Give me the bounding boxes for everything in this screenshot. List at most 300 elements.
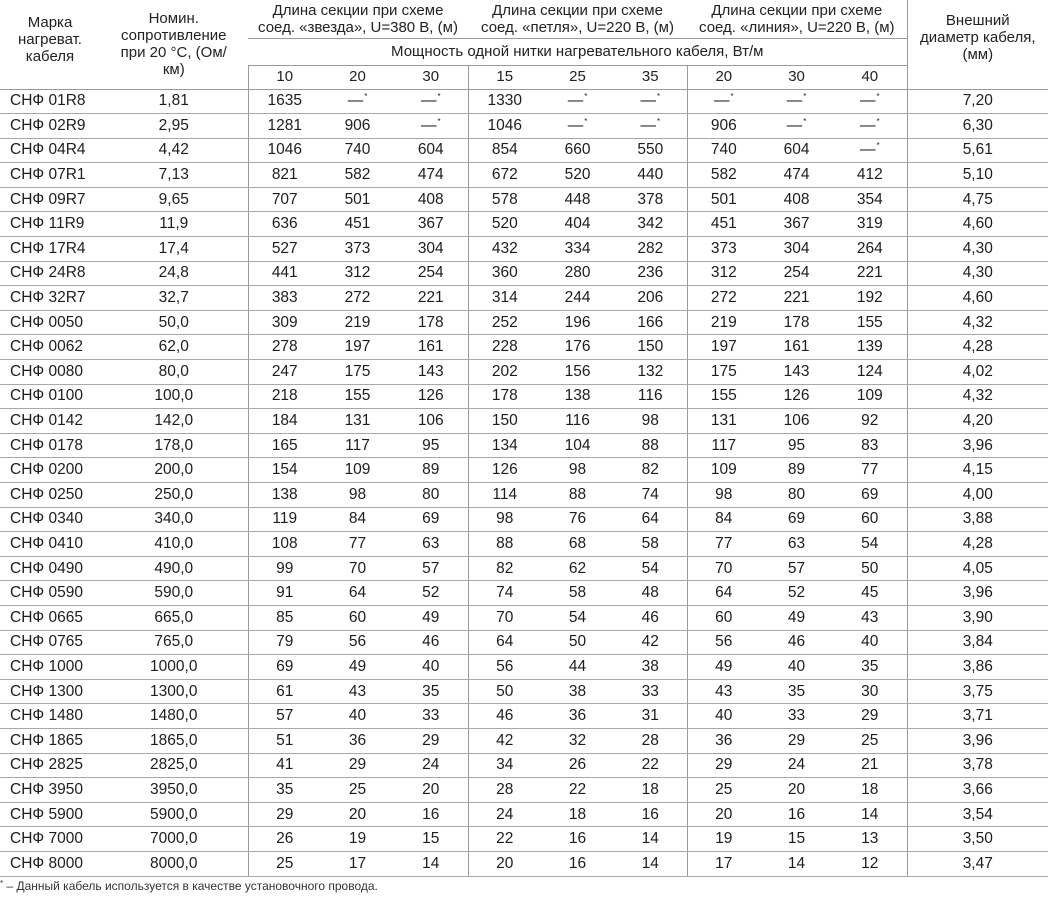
cell-section-length: 314 [468,286,541,311]
cell-section-length: 707 [248,187,321,212]
cell-cable-mark: СНФ 24R8 [0,261,100,286]
cell-section-length: 36 [541,704,614,729]
cell-section-length: 441 [248,261,321,286]
table-row [0,335,1048,360]
cell-section-length: 42 [614,630,687,655]
cell-section-length: 1330 [468,89,541,114]
cell-section-length: 40 [321,704,394,729]
cell-outer-diameter: 3,47 [907,851,1048,876]
cell-cable-mark: СНФ 1300 [0,679,100,704]
cell-section-length: 98 [541,458,614,483]
power-value: 20 [321,65,394,89]
cell-section-length: —* [833,114,907,139]
cell-section-length: 25 [687,778,760,803]
cell-section-length: 49 [394,605,468,630]
cell-section-length: 28 [614,728,687,753]
cell-section-length: 58 [541,581,614,606]
cell-section-length: 21 [833,753,907,778]
table-row [0,409,1048,434]
cell-section-length: 84 [687,507,760,532]
cell-resistance: 1300,0 [100,679,248,704]
cell-section-length: 69 [248,655,321,680]
cell-cable-mark: СНФ 0050 [0,310,100,335]
cell-section-length: 14 [833,802,907,827]
cell-section-length: 64 [614,507,687,532]
cell-section-length: 202 [468,360,541,385]
cell-section-length: 254 [760,261,833,286]
cell-section-length: 119 [248,507,321,532]
cell-section-length: 906 [687,114,760,139]
cell-section-length: 272 [687,286,760,311]
cell-section-length: 35 [394,679,468,704]
cell-section-length: 14 [394,851,468,876]
cell-section-length: —* [394,114,468,139]
cell-section-length: 26 [248,827,321,852]
cell-outer-diameter: 4,30 [907,237,1048,262]
cell-section-length: 54 [614,556,687,581]
cell-section-length: 15 [394,827,468,852]
cell-cable-mark: СНФ 0665 [0,605,100,630]
cell-section-length: 219 [321,310,394,335]
cell-section-length: 108 [248,532,321,557]
cell-section-length: 61 [248,679,321,704]
cell-section-length: 62 [541,556,614,581]
cell-section-length: 740 [321,138,394,163]
cell-section-length: 16 [541,851,614,876]
cell-resistance: 7,13 [100,163,248,188]
header-star-connection: Длина секции при схеме соед. «звезда», U=380 В, (м) [248,0,468,38]
table-row [0,433,1048,458]
cell-section-length: 52 [394,581,468,606]
cell-section-length: 19 [321,827,394,852]
power-value: 15 [468,65,541,89]
table-row [0,360,1048,385]
cell-outer-diameter: 4,32 [907,310,1048,335]
cell-outer-diameter: 4,30 [907,261,1048,286]
cell-section-length: 280 [541,261,614,286]
power-value: 35 [614,65,687,89]
table-row [0,605,1048,630]
cell-section-length: 109 [833,384,907,409]
cell-section-length: 354 [833,187,907,212]
cell-section-length: 474 [760,163,833,188]
cell-section-length: 50 [468,679,541,704]
cell-section-length: 501 [687,187,760,212]
cell-section-length: 116 [541,409,614,434]
cell-section-length: 360 [468,261,541,286]
power-value: 20 [687,65,760,89]
cell-resistance: 1000,0 [100,655,248,680]
cell-cable-mark: СНФ 09R7 [0,187,100,212]
cell-section-length: 54 [833,532,907,557]
cell-resistance: 100,0 [100,384,248,409]
cell-section-length: 304 [760,237,833,262]
cell-section-length: 98 [321,483,394,508]
cell-section-length: 126 [468,458,541,483]
cell-cable-mark: СНФ 01R8 [0,89,100,114]
power-value: 30 [394,65,468,89]
cell-section-length: 821 [248,163,321,188]
cell-section-length: 18 [833,778,907,803]
cell-section-length: 52 [760,581,833,606]
cell-section-length: 219 [687,310,760,335]
cell-section-length: 29 [760,728,833,753]
cell-section-length: 80 [394,483,468,508]
cell-section-length: 60 [833,507,907,532]
cell-section-length: 15 [760,827,833,852]
cell-section-length: 161 [394,335,468,360]
cell-section-length: 38 [541,679,614,704]
cell-section-length: 22 [614,753,687,778]
cell-cable-mark: СНФ 5900 [0,802,100,827]
cell-section-length: 34 [468,753,541,778]
cell-section-length: 77 [833,458,907,483]
cell-section-length: 50 [833,556,907,581]
cell-resistance: 17,4 [100,237,248,262]
footnote [0,879,378,893]
cell-resistance: 765,0 [100,630,248,655]
cell-section-length: 1635 [248,89,321,114]
header-resistance: Номин. сопротивление при 20 °С, (Ом/ км) [120,10,227,78]
cell-cable-mark: СНФ 1000 [0,655,100,680]
cell-cable-mark: СНФ 8000 [0,851,100,876]
cell-section-length: 197 [321,335,394,360]
cell-section-length: 35 [248,778,321,803]
cell-section-length: 126 [394,384,468,409]
cell-cable-mark: СНФ 0410 [0,532,100,557]
cell-resistance: 1480,0 [100,704,248,729]
cell-section-length: 155 [687,384,760,409]
table-row [0,630,1048,655]
cell-section-length: 98 [468,507,541,532]
cell-section-length: 143 [760,360,833,385]
cell-section-length: 45 [833,581,907,606]
cell-section-length: 412 [833,163,907,188]
cell-section-length: 69 [833,483,907,508]
cell-section-length: 117 [321,433,394,458]
cell-cable-mark: СНФ 0062 [0,335,100,360]
cell-section-length: 178 [468,384,541,409]
cell-section-length: 36 [687,728,760,753]
cell-section-length: 178 [760,310,833,335]
cell-section-length: 155 [833,310,907,335]
table-row [0,138,1048,163]
cell-section-length: 138 [541,384,614,409]
cell-section-length: 33 [394,704,468,729]
cell-section-length: 77 [321,532,394,557]
cell-section-length: 40 [687,704,760,729]
cell-section-length: 17 [687,851,760,876]
cell-resistance: 80,0 [100,360,248,385]
cell-section-length: 604 [760,138,833,163]
cell-outer-diameter: 4,28 [907,335,1048,360]
cell-section-length: 85 [248,605,321,630]
cell-section-length: 501 [321,187,394,212]
cell-section-length: 109 [687,458,760,483]
cell-section-length: 43 [321,679,394,704]
cell-section-length: —* [614,114,687,139]
table-row [0,483,1048,508]
cell-section-length: 154 [248,458,321,483]
cell-section-length: 49 [760,605,833,630]
cell-resistance: 2825,0 [100,753,248,778]
cell-outer-diameter: 3,86 [907,655,1048,680]
cell-section-length: 60 [321,605,394,630]
table-row [0,261,1048,286]
cell-section-length: 77 [687,532,760,557]
cell-section-length: 334 [541,237,614,262]
cell-section-length: 60 [687,605,760,630]
cell-section-length: 143 [394,360,468,385]
cell-section-length: 19 [687,827,760,852]
cell-section-length: 14 [614,851,687,876]
cell-section-length: 80 [760,483,833,508]
cell-outer-diameter: 4,15 [907,458,1048,483]
cell-section-length: 582 [321,163,394,188]
cell-section-length: 69 [760,507,833,532]
cell-section-length: 228 [468,335,541,360]
cell-section-length: 70 [321,556,394,581]
cell-cable-mark: СНФ 32R7 [0,286,100,311]
footnote-ref: * [437,92,441,102]
cell-section-length: 132 [614,360,687,385]
cell-resistance: 178,0 [100,433,248,458]
cell-section-length: 432 [468,237,541,262]
cell-outer-diameter: 3,88 [907,507,1048,532]
cell-section-length: 520 [468,212,541,237]
cell-section-length: 20 [394,778,468,803]
cell-cable-mark: СНФ 04R4 [0,138,100,163]
cell-resistance: 340,0 [100,507,248,532]
footnote-ref: * [876,141,880,151]
cell-section-length: 218 [248,384,321,409]
cell-outer-diameter: 4,32 [907,384,1048,409]
cell-section-length: 24 [468,802,541,827]
footnote-ref: * [437,116,441,126]
cell-section-length: 373 [687,237,760,262]
cell-outer-diameter: 3,78 [907,753,1048,778]
cell-outer-diameter: 4,20 [907,409,1048,434]
cell-section-length: 604 [394,138,468,163]
footnote-ref: * [364,92,368,102]
cell-section-length: 29 [833,704,907,729]
table-row [0,704,1048,729]
cell-section-length: 312 [321,261,394,286]
cell-resistance: 200,0 [100,458,248,483]
cell-section-length: 69 [394,507,468,532]
cell-section-length: 165 [248,433,321,458]
cell-outer-diameter: 6,30 [907,114,1048,139]
cell-section-length: 378 [614,187,687,212]
header-outer-diameter: Внешний диаметр кабеля, (мм) [907,0,1048,89]
cell-cable-mark: СНФ 7000 [0,827,100,852]
cell-cable-mark: СНФ 0590 [0,581,100,606]
cell-resistance: 590,0 [100,581,248,606]
power-value: 30 [760,65,833,89]
cell-section-length: 49 [687,655,760,680]
cell-resistance: 250,0 [100,483,248,508]
cell-section-length: 24 [394,753,468,778]
cell-section-length: 254 [394,261,468,286]
cell-resistance: 142,0 [100,409,248,434]
cell-outer-diameter: 4,05 [907,556,1048,581]
cell-section-length: —* [541,89,614,114]
cell-resistance: 5900,0 [100,802,248,827]
cell-cable-mark: СНФ 0250 [0,483,100,508]
footnote-ref: * [803,92,807,102]
cell-outer-diameter: 3,54 [907,802,1048,827]
cell-outer-diameter: 4,75 [907,187,1048,212]
header-line-connection: Длина секции при схеме соед. «линия», U=220 В, (м) [687,0,907,38]
header-loop-connection: Длина секции при схеме соед. «петля», U=220 В, (м) [468,0,687,38]
cell-section-length: 70 [468,605,541,630]
cell-section-length: 16 [541,827,614,852]
header-cable-mark: Марка нагреват. кабеля [18,14,82,65]
cell-section-length: 106 [394,409,468,434]
cell-section-length: 304 [394,237,468,262]
cell-section-length: 56 [321,630,394,655]
cell-outer-diameter: 3,96 [907,728,1048,753]
cell-resistance: 1,81 [100,89,248,114]
cell-section-length: 64 [687,581,760,606]
cell-section-length: 197 [687,335,760,360]
cell-section-length: 247 [248,360,321,385]
cell-section-length: 46 [760,630,833,655]
cell-section-length: 178 [394,310,468,335]
cell-cable-mark: СНФ 07R1 [0,163,100,188]
cell-section-length: —* [321,89,394,114]
cell-section-length: 40 [833,630,907,655]
cell-cable-mark: СНФ 17R4 [0,237,100,262]
cell-section-length: 89 [394,458,468,483]
cell-section-length: 63 [394,532,468,557]
cell-section-length: 527 [248,237,321,262]
cell-cable-mark: СНФ 0100 [0,384,100,409]
table-row [0,655,1048,680]
cell-section-length: 451 [687,212,760,237]
cell-section-length: 175 [321,360,394,385]
cell-cable-mark: СНФ 0490 [0,556,100,581]
cell-section-length: 161 [760,335,833,360]
cell-cable-mark: СНФ 1480 [0,704,100,729]
cell-section-length: 196 [541,310,614,335]
cell-cable-mark: СНФ 0340 [0,507,100,532]
cell-outer-diameter: 3,96 [907,433,1048,458]
cell-section-length: 95 [760,433,833,458]
cell-section-length: 134 [468,433,541,458]
cell-resistance: 50,0 [100,310,248,335]
cell-section-length: 636 [248,212,321,237]
cell-section-length: 138 [248,483,321,508]
cell-outer-diameter: 3,90 [907,605,1048,630]
cell-section-length: 70 [687,556,760,581]
table-row [0,114,1048,139]
cell-section-length: —* [760,114,833,139]
cell-outer-diameter: 5,61 [907,138,1048,163]
cell-cable-mark: СНФ 11R9 [0,212,100,237]
cell-section-length: 26 [541,753,614,778]
cell-section-length: 28 [468,778,541,803]
cell-section-length: 16 [614,802,687,827]
cell-section-length: 54 [541,605,614,630]
cell-section-length: 92 [833,409,907,434]
cell-section-length: 29 [321,753,394,778]
cell-outer-diameter: 5,10 [907,163,1048,188]
footnote-mark: * [0,879,4,888]
table-row [0,556,1048,581]
cell-section-length: 520 [541,163,614,188]
cell-section-length: 12 [833,851,907,876]
power-value: 10 [248,65,321,89]
cell-resistance: 2,95 [100,114,248,139]
cell-section-length: 117 [687,433,760,458]
cell-section-length: 46 [394,630,468,655]
cell-resistance: 8000,0 [100,851,248,876]
cell-section-length: 373 [321,237,394,262]
cell-outer-diameter: 4,00 [907,483,1048,508]
cell-outer-diameter: 7,20 [907,89,1048,114]
cell-resistance: 665,0 [100,605,248,630]
cell-section-length: 88 [468,532,541,557]
cell-section-length: 51 [248,728,321,753]
cell-section-length: 31 [614,704,687,729]
cell-section-length: 42 [468,728,541,753]
cell-section-length: 83 [833,433,907,458]
cell-section-length: 98 [614,409,687,434]
cell-resistance: 32,7 [100,286,248,311]
cell-section-length: 22 [541,778,614,803]
cell-section-length: 98 [687,483,760,508]
cell-section-length: 221 [833,261,907,286]
cell-section-length: 49 [321,655,394,680]
cell-section-length: 109 [321,458,394,483]
cell-section-length: 18 [614,778,687,803]
cell-section-length: 44 [541,655,614,680]
cell-section-length: 89 [760,458,833,483]
cell-section-length: 582 [687,163,760,188]
cell-section-length: 1046 [248,138,321,163]
cell-section-length: 1281 [248,114,321,139]
table-row [0,384,1048,409]
cell-section-length: 14 [614,827,687,852]
footnote-ref: * [730,92,734,102]
cell-section-length: 48 [614,581,687,606]
table-row [0,89,1048,114]
cell-section-length: 16 [760,802,833,827]
cell-cable-mark: СНФ 0142 [0,409,100,434]
cell-section-length: 124 [833,360,907,385]
cell-section-length: 38 [614,655,687,680]
table-header [0,0,1048,89]
cell-section-length: 20 [760,778,833,803]
cell-section-length: 221 [760,286,833,311]
cell-section-length: 43 [833,605,907,630]
cell-section-length: 88 [614,433,687,458]
cell-section-length: 35 [833,655,907,680]
cell-section-length: 35 [760,679,833,704]
table-row [0,458,1048,483]
cell-section-length: 57 [760,556,833,581]
cell-section-length: 25 [321,778,394,803]
power-value: 25 [541,65,614,89]
cell-section-length: 550 [614,138,687,163]
cell-section-length: 46 [614,605,687,630]
cell-section-length: 156 [541,360,614,385]
cell-section-length: 43 [687,679,760,704]
footnote-text: – Данный кабель используется в качестве установочного провода. [3,879,378,893]
cell-section-length: 1046 [468,114,541,139]
table-row [0,187,1048,212]
